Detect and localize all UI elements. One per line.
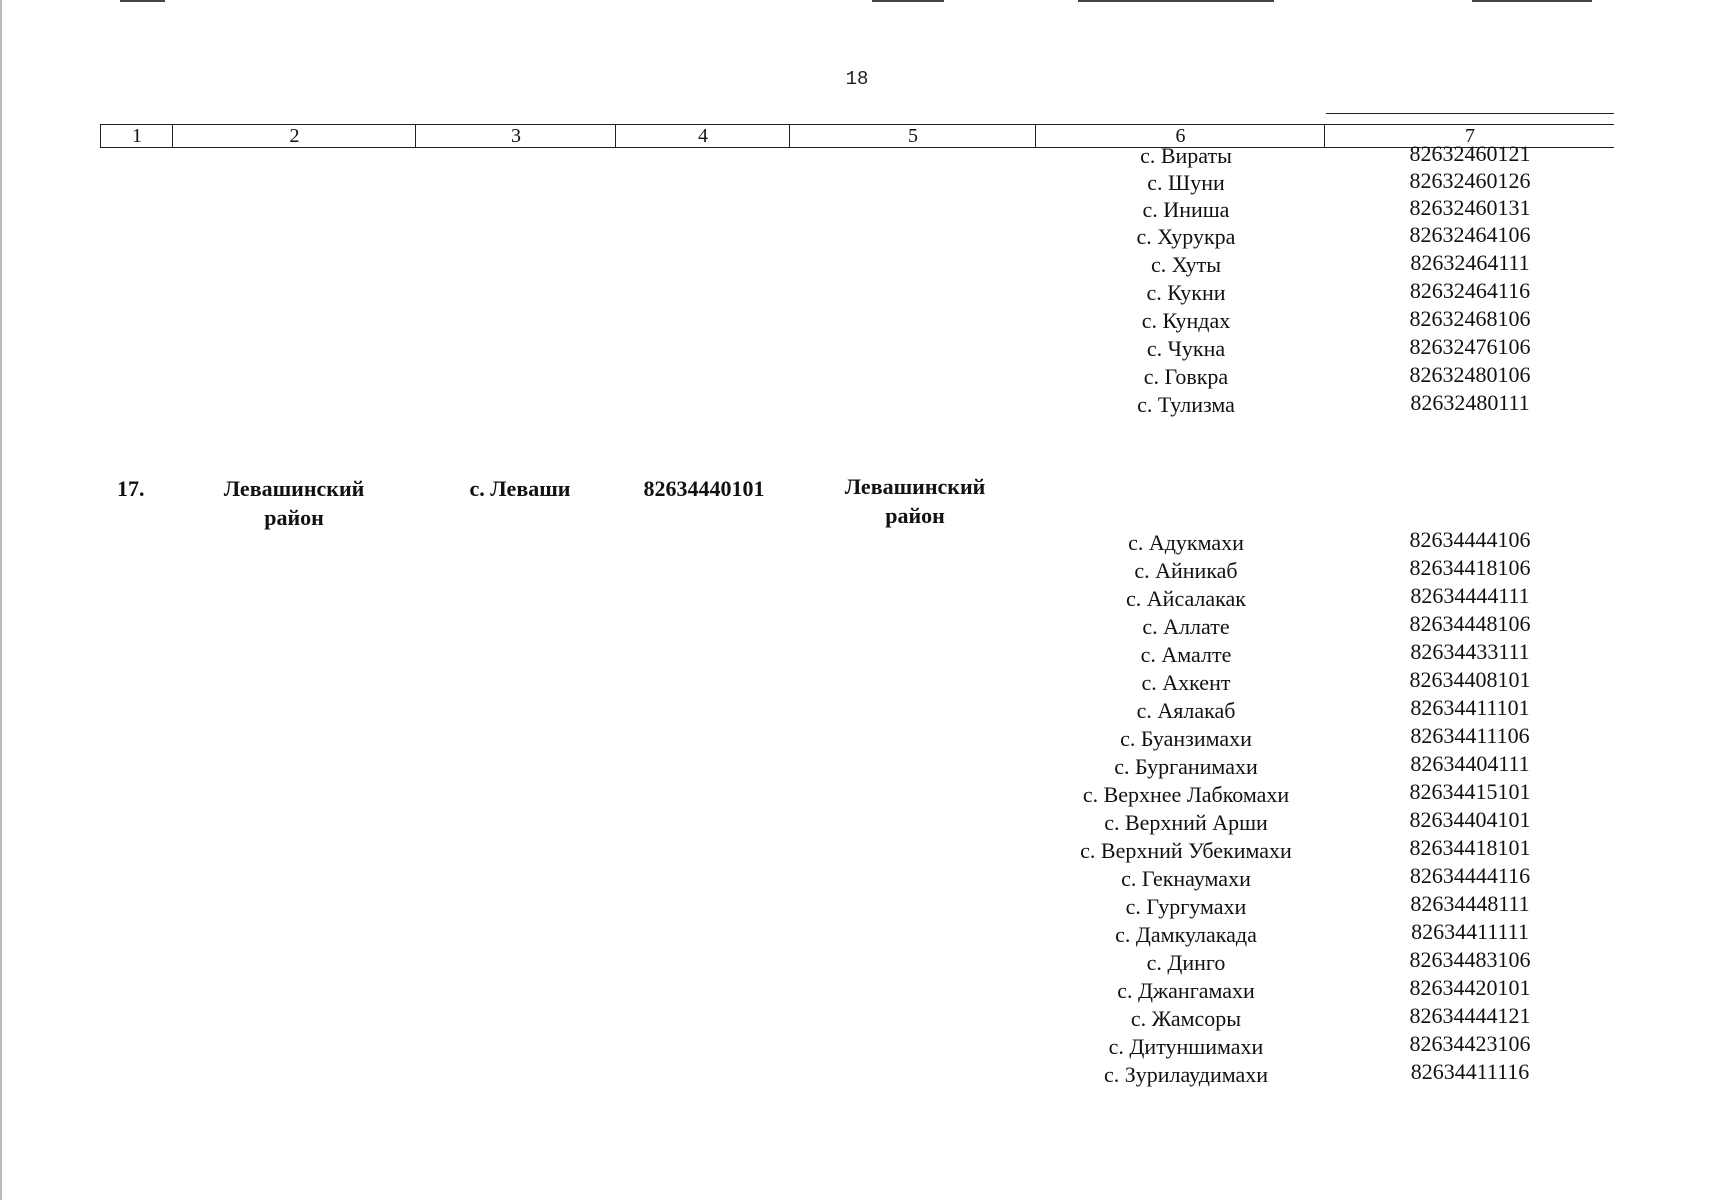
settlement-name: с. Шуни	[1147, 170, 1225, 195]
settlement-name: с. Кукни	[1146, 280, 1226, 305]
settlement-name: с. Айсалакак	[1126, 586, 1246, 611]
settlement-name: с. Аялакаб	[1136, 698, 1236, 723]
settlement-code: 82634444116	[1409, 863, 1531, 888]
district-center: с. Леваши	[469, 476, 571, 501]
settlement-code: 82632480106	[1409, 362, 1531, 387]
settlement-name: с. Хуты	[1150, 252, 1222, 277]
settlement-name: с. Тулизма	[1137, 392, 1235, 417]
page-number: 18	[845, 68, 869, 90]
settlement-name: с. Хурукра	[1136, 224, 1236, 249]
settlement-name: с. Аллате	[1142, 614, 1230, 639]
settlement-code: 82632460121	[1409, 141, 1531, 166]
settlement-code: 82632464116	[1409, 278, 1531, 303]
settlement-code: 82632476106	[1409, 334, 1531, 359]
settlement-name: с. Жамсоры	[1130, 1006, 1242, 1031]
settlement-name: с. Динго	[1146, 950, 1226, 975]
settlement-code: 82634411111	[1411, 919, 1529, 944]
page-edge	[0, 0, 2, 1200]
settlement-name: с. Вираты	[1140, 143, 1232, 168]
settlement-code: 82634444111	[1410, 583, 1530, 608]
settlement-name: с. Айникаб	[1134, 558, 1238, 583]
settlement-code: 82632460126	[1409, 168, 1531, 193]
scan-mark	[1472, 0, 1592, 2]
settlement-name: с. Буанзимахи	[1120, 726, 1252, 751]
settlement-name: с. Верхнее Лабкомахи	[1082, 782, 1290, 807]
municipality-name-line1: Левашинский	[844, 474, 986, 499]
settlement-code: 82632460131	[1409, 195, 1531, 220]
header-col-7: 7	[1324, 125, 1615, 147]
settlement-code: 82634415101	[1409, 779, 1531, 804]
settlement-name: с. Бурганимахи	[1114, 754, 1258, 779]
header-col-1: 1	[100, 125, 173, 147]
settlement-name: с. Дамкулакада	[1115, 922, 1257, 947]
settlement-name: с. Говкра	[1143, 364, 1229, 389]
settlement-name: с. Дитуншимахи	[1108, 1034, 1264, 1059]
settlement-name: с. Амалте	[1140, 642, 1232, 667]
settlement-code: 82634408101	[1409, 667, 1531, 692]
settlement-code: 82634418101	[1409, 835, 1531, 860]
settlement-code: 82634411106	[1410, 723, 1530, 748]
district-code: 82634440101	[643, 476, 765, 501]
settlement-name: с. Верхний Убекимахи	[1080, 838, 1292, 863]
district-number: 17.	[117, 476, 145, 501]
district-name-line1: Левашинский	[223, 476, 365, 501]
settlement-name: с. Чукна	[1146, 336, 1226, 361]
scan-mark	[872, 0, 944, 2]
settlement-name: с. Гургумахи	[1125, 894, 1247, 919]
settlement-code: 82634404101	[1409, 807, 1531, 832]
settlement-code: 82634433111	[1410, 639, 1530, 664]
header-col-3: 3	[415, 125, 616, 147]
district-name-line2: район	[264, 505, 324, 530]
settlement-code: 82632480111	[1410, 390, 1530, 415]
settlement-code: 82634418106	[1409, 555, 1531, 580]
settlement-name: с. Гекнаумахи	[1121, 866, 1251, 891]
header-rule	[1326, 113, 1614, 114]
settlement-code: 82632464111	[1410, 250, 1530, 275]
settlement-name: с. Кундах	[1141, 308, 1231, 333]
settlement-code: 82632468106	[1409, 306, 1531, 331]
municipality-name-line2: район	[885, 503, 945, 528]
settlement-code: 82634448106	[1409, 611, 1531, 636]
settlement-name: с. Ахкент	[1141, 670, 1231, 695]
settlement-code: 82634404111	[1410, 751, 1530, 776]
settlement-code: 82634411101	[1410, 695, 1530, 720]
scan-mark	[1078, 0, 1274, 2]
settlement-code: 82634444106	[1409, 527, 1531, 552]
settlement-code: 82634444121	[1409, 1003, 1531, 1028]
header-col-4: 4	[615, 125, 790, 147]
settlement-code: 82632464106	[1409, 222, 1531, 247]
settlement-code: 82634483106	[1409, 947, 1531, 972]
header-col-5: 5	[789, 125, 1036, 147]
header-col-6: 6	[1035, 125, 1325, 147]
header-col-2: 2	[172, 125, 416, 147]
settlement-code: 82634423106	[1409, 1031, 1531, 1056]
settlement-code: 82634448111	[1410, 891, 1530, 916]
settlement-name: с. Иниша	[1142, 197, 1230, 222]
settlement-name: с. Джангамахи	[1117, 978, 1255, 1003]
settlement-name: с. Зурилаудимахи	[1103, 1062, 1269, 1087]
settlement-name: с. Адукмахи	[1128, 530, 1244, 555]
settlement-code: 82634420101	[1409, 975, 1531, 1000]
settlement-name: с. Верхний Арши	[1104, 810, 1268, 835]
scan-mark	[120, 0, 165, 2]
settlement-code: 82634411116	[1410, 1059, 1530, 1084]
